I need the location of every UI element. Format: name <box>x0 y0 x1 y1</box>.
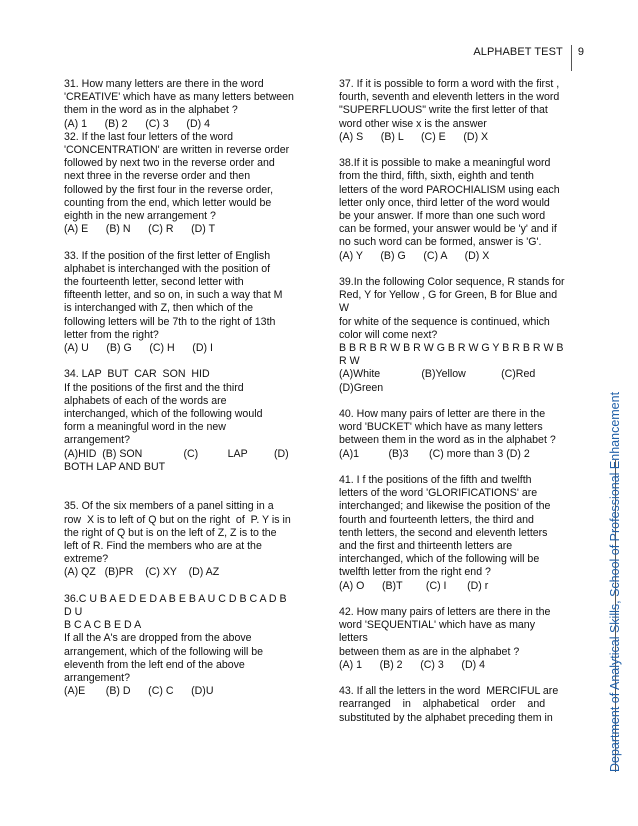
question-block <box>339 606 565 672</box>
question-line: following letters will be 7th to the right of 13th <box>64 315 276 328</box>
question-line: between them in the word as in the alphabet ? <box>339 434 556 447</box>
question-line: word 'BUCKET' which have as many letters <box>339 421 543 434</box>
question-line: (A) 1 (B) 2 (C) 3 (D) 4 <box>64 117 210 130</box>
question-line: (A) U (B) G (C) H (D) I <box>64 342 213 355</box>
question-line: 38.If it is possible to make a meaningful word <box>339 157 551 170</box>
right-column <box>339 78 565 738</box>
question-line: letters of the word 'GLORIFICATIONS' are <box>339 487 538 500</box>
question-line: 'CONCENTRATION' are written in reverse order <box>64 144 290 157</box>
question-line: rearranged in alphabetical order and <box>339 698 546 711</box>
question-line: arrangement? <box>64 672 130 685</box>
question-block <box>64 593 296 699</box>
question-line: 33. If the position of the first letter of English <box>64 249 271 262</box>
question-line: 35. Of the six members of a panel sitting in a <box>64 500 274 513</box>
question-block <box>339 474 565 593</box>
question-line: word 'SEQUENTIAL' which have as many letters <box>339 619 538 645</box>
question-line: (A) Y (B) G (C) A (D) X <box>339 249 490 262</box>
question-line: alphabets of each of the words are <box>64 394 227 407</box>
question-line: B C A C B E D A <box>64 619 142 632</box>
question-line: interchanged, which of the following will be <box>339 553 540 566</box>
question-block <box>64 78 296 236</box>
question-line: 32. If the last four letters of the word <box>64 130 233 143</box>
question-line: letter from the right? <box>64 328 159 341</box>
question-line: for white of the sequence is continued, which <box>339 315 550 328</box>
question-line: (A) QZ (B)PR (C) XY (D) AZ <box>64 566 220 579</box>
question-line: (D)Green <box>339 381 384 394</box>
question-block <box>64 500 296 579</box>
question-line: followed by next two in the reverse order and <box>64 157 275 170</box>
question-line: eleventh from the left end of the above <box>64 658 245 671</box>
question-line: is interchanged with Z, then which of the <box>64 302 254 315</box>
question-block <box>339 78 565 144</box>
question-line: interchanged; and likewise the position of the <box>339 500 551 513</box>
question-line: them in the word as in the alphabet ? <box>64 104 238 117</box>
question-line: color will come next? <box>339 328 438 341</box>
question-line: 'CREATIVE' which have as many letters between <box>64 91 294 104</box>
question-line: (A)White (B)Yellow (C)Red <box>339 368 536 381</box>
question-line: interchanged, which of the following would <box>64 408 263 421</box>
question-line: tenth letters, the second and eleventh letters <box>339 526 548 539</box>
question-line: 41. I f the positions of the fifth and twelfth <box>339 474 532 487</box>
question-line: arrangement? <box>64 434 130 447</box>
question-line: B B R B R W B R W G B R W G Y B R B R W B R W <box>339 342 567 368</box>
question-line: (A) S (B) L (C) E (D) X <box>339 130 489 143</box>
question-line: alphabet is interchanged with the position of <box>64 262 271 275</box>
question-line: substituted by the alphabet preceding them in <box>339 711 553 724</box>
question-line: 42. How many pairs of letters are there in the <box>339 606 551 619</box>
question-line: (A) E (B) N (C) R (D) T <box>64 223 216 236</box>
question-line: (A) O (B)T (C) I (D) r <box>339 579 489 592</box>
question-block <box>339 685 565 725</box>
question-line: 40. How many pairs of letter are there in the <box>339 408 546 421</box>
question-line: and the first and thirteenth letters are <box>339 540 513 553</box>
question-line: counting from the end, which letter would be <box>64 196 272 209</box>
question-line: If the positions of the first and the third <box>64 381 244 394</box>
question-line: be your answer. If more than one such word <box>339 210 546 223</box>
question-line: 31. How many letters are there in the word <box>64 78 264 90</box>
question-line: can be formed, your answer would be 'y' and if <box>339 223 557 236</box>
question-block <box>64 250 296 356</box>
question-line: fifteenth letter, and so on, in such a way that M <box>64 289 283 302</box>
question-line: (A)E (B) D (C) C (D)U <box>64 685 214 698</box>
question-block <box>339 276 565 395</box>
question-line: eighth in the new arrangement ? <box>64 210 216 223</box>
sidebar <box>595 391 622 772</box>
question-line: row X is to left of Q but on the right of P. Y is in <box>64 513 291 526</box>
question-line: no such word can be formed, answer is 'G'. <box>339 236 542 249</box>
sidebar-department-text: Department of Analytical Skills, School of Professional Enhancement <box>608 391 622 772</box>
page-header <box>473 33 584 71</box>
question-line: extreme? <box>64 553 109 566</box>
question-line: (A) 1 (B) 2 (C) 3 (D) 4 <box>339 658 485 671</box>
question-line: BOTH LAP AND BUT <box>64 460 166 473</box>
question-line: 43. If all the letters in the word MERCIFUL are <box>339 685 559 698</box>
question-line: 34. LAP BUT CAR SON HID <box>64 368 210 381</box>
question-line <box>64 474 296 487</box>
question-line: the fourteenth letter, second letter with <box>64 276 244 289</box>
question-line: form a meaningful word in the new <box>64 421 226 434</box>
question-line: arrangement, which of the following will be <box>64 645 264 658</box>
question-line: (A)HID (B) SON (C) LAP (D) <box>64 447 289 460</box>
question-line: twelfth letter from the right end ? <box>339 566 491 579</box>
question-line: fourth and fourteenth letters, the third and <box>339 513 534 526</box>
question-line: "SUPERFLUOUS" write the first letter of that <box>339 104 548 117</box>
question-line: next three in the reverse order and then <box>64 170 251 183</box>
question-block <box>339 157 565 263</box>
question-line: If all the A's are dropped from the above <box>64 632 252 645</box>
question-line: 36.C U B A E D E D A B E B A U C D B C A D B D U <box>64 592 290 619</box>
question-line: fourth, seventh and eleventh letters in the word <box>339 91 560 104</box>
question-line: 37. If it is possible to form a word with the first , <box>339 78 560 90</box>
question-line: left of R. Find the members who are at the <box>64 540 262 553</box>
left-column <box>64 78 296 712</box>
question-line: letters of the word PAROCHIALISM using each <box>339 183 560 196</box>
question-block <box>64 368 296 487</box>
page-number: 9 <box>577 46 584 58</box>
question-line: the right of Q but is on the left of Z, Z is to the <box>64 526 277 539</box>
question-line: word other wise x is the answer <box>339 117 487 130</box>
question-line: (A)1 (B)3 (C) more than 3 (D) 2 <box>339 447 530 460</box>
question-line: letter only once, third letter of the word would <box>339 196 550 209</box>
header-title: ALPHABET TEST <box>473 46 563 58</box>
question-line: 39.In the following Color sequence, R stands for <box>339 276 565 289</box>
question-block <box>339 408 565 461</box>
question-line: from the third, fifth, sixth, eighth and tenth <box>339 170 534 183</box>
question-line: between them as are in the alphabet ? <box>339 645 520 658</box>
question-line: followed by the first four in the reverse order, <box>64 183 274 196</box>
question-line: Red, Y for Yellow , G for Green, B for Blue and W <box>339 289 561 315</box>
